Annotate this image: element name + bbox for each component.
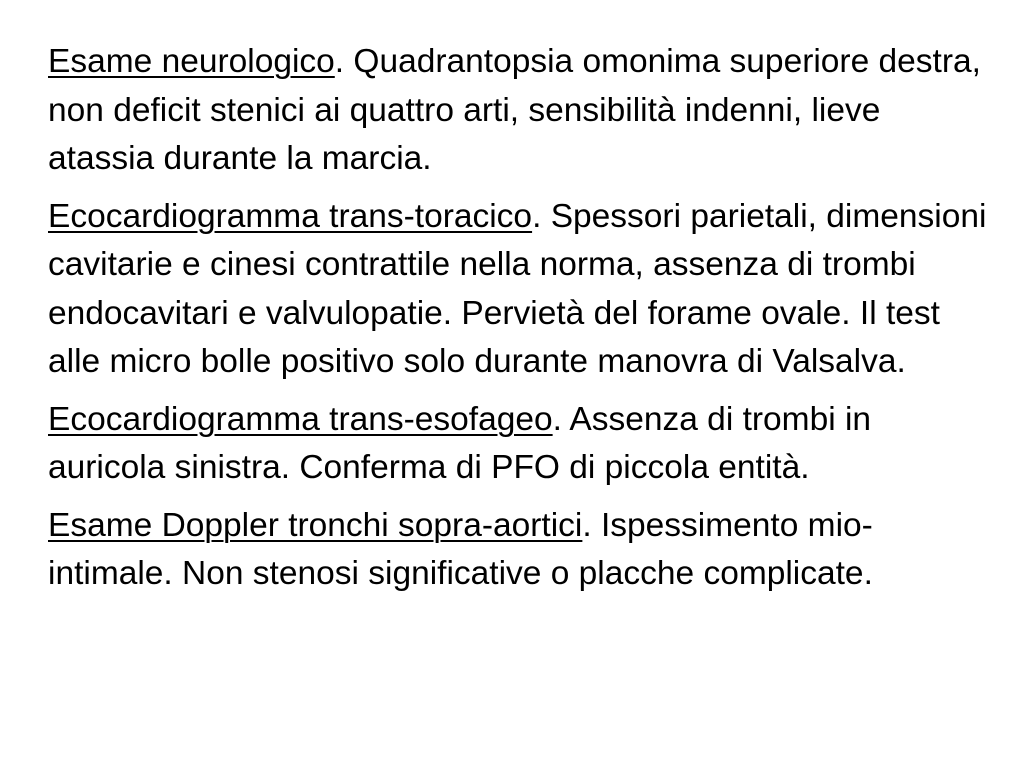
paragraph-transthoracic-echo [48,193,988,387]
heading-transthoracic-echo: Ecocardiogramma trans-toracico [48,197,533,235]
text-transthoracic-echo: . Spessori parietali, dimensioni cavitarie e cinesi contrattile nella norma, assenza di trombi endocavitari e valvulopatie. Pervietà del forame ovale. Il test alle micro bolle positivo solo durante manovra di Valsalva. [48,197,987,380]
paragraph-transesophageal-echo [48,396,988,493]
heading-transesophageal-echo: Ecocardiogramma trans-esofageo [48,400,553,438]
text-transesophageal-echo: . Assenza di trombi in auricola sinistra. Conferma di PFO di piccola entità. [48,400,872,486]
text-doppler-exam: . Ispessimento mio-intimale. Non stenosi significative o placche complicate. [48,506,873,592]
heading-doppler-exam: Esame Doppler tronchi sopra-aortici [48,506,583,544]
paragraph-neurological-exam [48,38,988,184]
report-text [48,38,988,608]
paragraph-doppler-exam [48,502,988,599]
heading-neurological-exam: Esame neurologico [48,43,335,80]
text-neurological-exam: . Quadrantopsia omonima superiore destra, non deficit stenici ai quattro arti, sensibilità indenni, lieve atassia durante la marcia. [48,43,981,177]
